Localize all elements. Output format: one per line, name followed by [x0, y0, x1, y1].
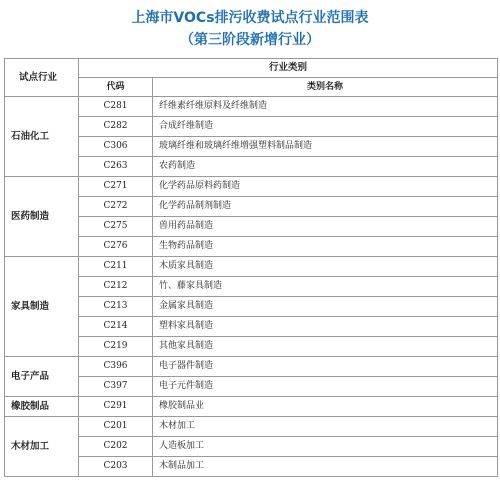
code-cell: C272	[79, 197, 153, 217]
category-name-cell: 木制品加工	[153, 457, 498, 477]
category-name-cell: 纤维素纤维原料及纤维制造	[153, 97, 498, 117]
code-cell: C282	[79, 117, 153, 137]
category-name-cell: 化学药品原料药制造	[153, 177, 498, 197]
code-cell: C271	[79, 177, 153, 197]
category-name-cell: 竹、藤家具制造	[153, 277, 498, 297]
sector-cell: 木材加工	[5, 417, 79, 477]
code-cell: C397	[79, 377, 153, 397]
code-cell: C276	[79, 237, 153, 257]
header-code: 代码	[79, 78, 153, 97]
table-row	[5, 417, 498, 437]
code-cell: C212	[79, 277, 153, 297]
sector-cell: 电子产品	[5, 357, 79, 397]
code-cell: C275	[79, 217, 153, 237]
table-row	[5, 97, 498, 117]
code-cell: C306	[79, 137, 153, 157]
table-body	[5, 97, 498, 477]
code-cell: C291	[79, 397, 153, 417]
page-subtitle: （第三阶段新增行业）	[180, 32, 320, 48]
table-row	[5, 357, 498, 377]
table-row	[5, 277, 498, 297]
category-name-cell: 农药制造	[153, 157, 498, 177]
category-name-cell: 合成纤维制造	[153, 117, 498, 137]
code-cell: C213	[79, 297, 153, 317]
table-row	[5, 197, 498, 217]
code-cell: C396	[79, 357, 153, 377]
category-name-cell: 人造板加工	[153, 437, 498, 457]
sector-cell: 橡胶制品	[5, 397, 79, 417]
sector-cell: 医药制造	[5, 177, 79, 257]
table-row	[5, 217, 498, 237]
code-cell: C219	[79, 337, 153, 357]
table-row	[5, 257, 498, 277]
industry-scope-table	[4, 58, 498, 477]
category-name-cell: 电子元件制造	[153, 377, 498, 397]
table-row	[5, 377, 498, 397]
sector-cell: 家具制造	[5, 257, 79, 357]
code-cell: C263	[79, 157, 153, 177]
header-name: 类别名称	[153, 78, 498, 97]
category-name-cell: 金属家具制造	[153, 297, 498, 317]
category-name-cell: 木材加工	[153, 417, 498, 437]
table-row	[5, 337, 498, 357]
page-title: 上海市VOCs排污收费试点行业范围表	[131, 10, 369, 26]
table-row	[5, 297, 498, 317]
table-row	[5, 117, 498, 137]
category-name-cell: 电子器件制造	[153, 357, 498, 377]
category-name-cell: 橡胶制品业	[153, 397, 498, 417]
table-row	[5, 177, 498, 197]
category-name-cell: 生物药品制造	[153, 237, 498, 257]
category-name-cell: 塑料家具制造	[153, 317, 498, 337]
category-name-cell: 兽用药品制造	[153, 217, 498, 237]
code-cell: C214	[79, 317, 153, 337]
category-name-cell: 化学药品制剂制造	[153, 197, 498, 217]
code-cell: C203	[79, 457, 153, 477]
sector-cell: 石油化工	[5, 97, 79, 177]
category-name-cell: 其他家具制造	[153, 337, 498, 357]
table-row	[5, 317, 498, 337]
code-cell: C281	[79, 97, 153, 117]
category-name-cell: 木质家具制造	[153, 257, 498, 277]
table-row	[5, 137, 498, 157]
header-sector: 试点行业	[5, 59, 79, 97]
table-row	[5, 437, 498, 457]
code-cell: C201	[79, 417, 153, 437]
table-row	[5, 397, 498, 417]
code-cell: C202	[79, 437, 153, 457]
table-row	[5, 157, 498, 177]
category-name-cell: 玻璃纤维和玻璃纤维增强塑料制品制造	[153, 137, 498, 157]
code-cell: C211	[79, 257, 153, 277]
table-row	[5, 237, 498, 257]
header-category: 行业类别	[79, 59, 498, 78]
table-row	[5, 457, 498, 477]
